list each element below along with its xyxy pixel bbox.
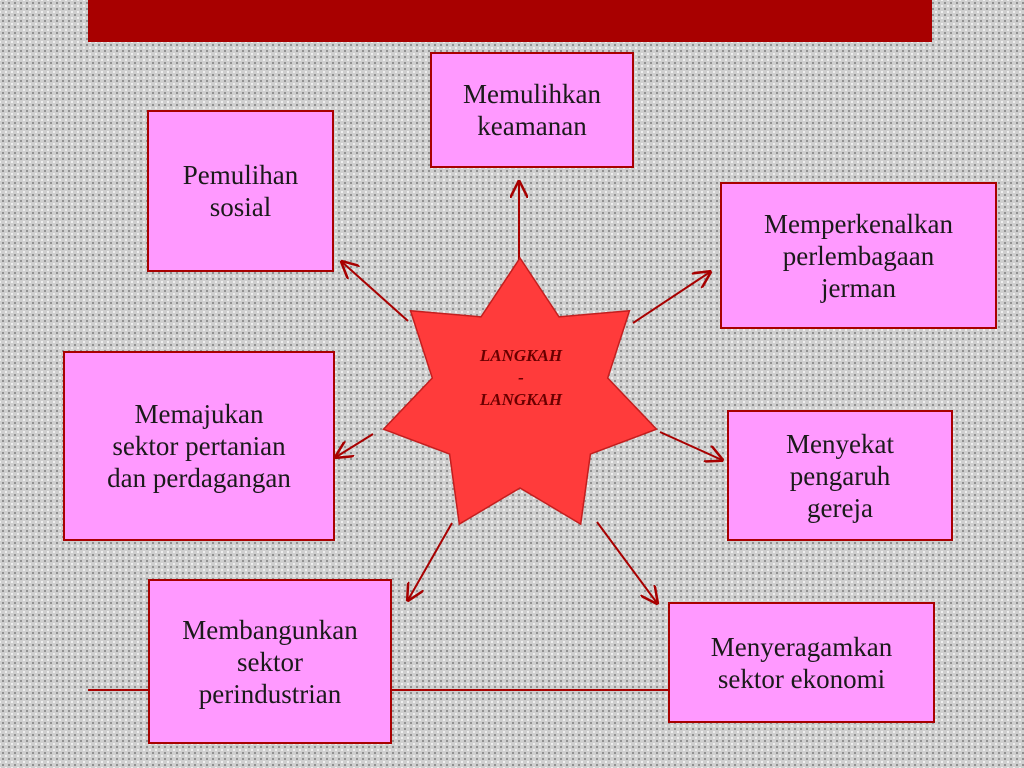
step-label-gereja: Menyekat pengaruh gereja — [786, 428, 894, 523]
step-box-keamanan — [430, 52, 634, 168]
center-label: LANGKAH - LANGKAH — [479, 346, 563, 409]
step-box-gereja — [727, 410, 953, 541]
step-label-sosial: Pemulihan sosial — [182, 160, 299, 222]
step-box-perlembagaan — [720, 182, 997, 329]
step-label-ekonomi: Menyeragamkan sektor ekonomi — [710, 631, 893, 694]
step-label-keamanan: Memulihkan keamanan — [463, 79, 601, 141]
step-label-perindustrian: Membangunkan sektor perindustrian — [182, 614, 358, 709]
step-box-pertanian — [63, 351, 335, 541]
step-box-ekonomi — [668, 602, 935, 723]
step-box-perindustrian — [148, 579, 392, 744]
step-label-pertanian: Memajukan sektor pertanian dan perdagangan — [107, 399, 291, 493]
step-label-perlembagaan: Memperkenalkan perlembagaan jerman — [764, 208, 953, 303]
step-box-sosial — [147, 110, 334, 272]
